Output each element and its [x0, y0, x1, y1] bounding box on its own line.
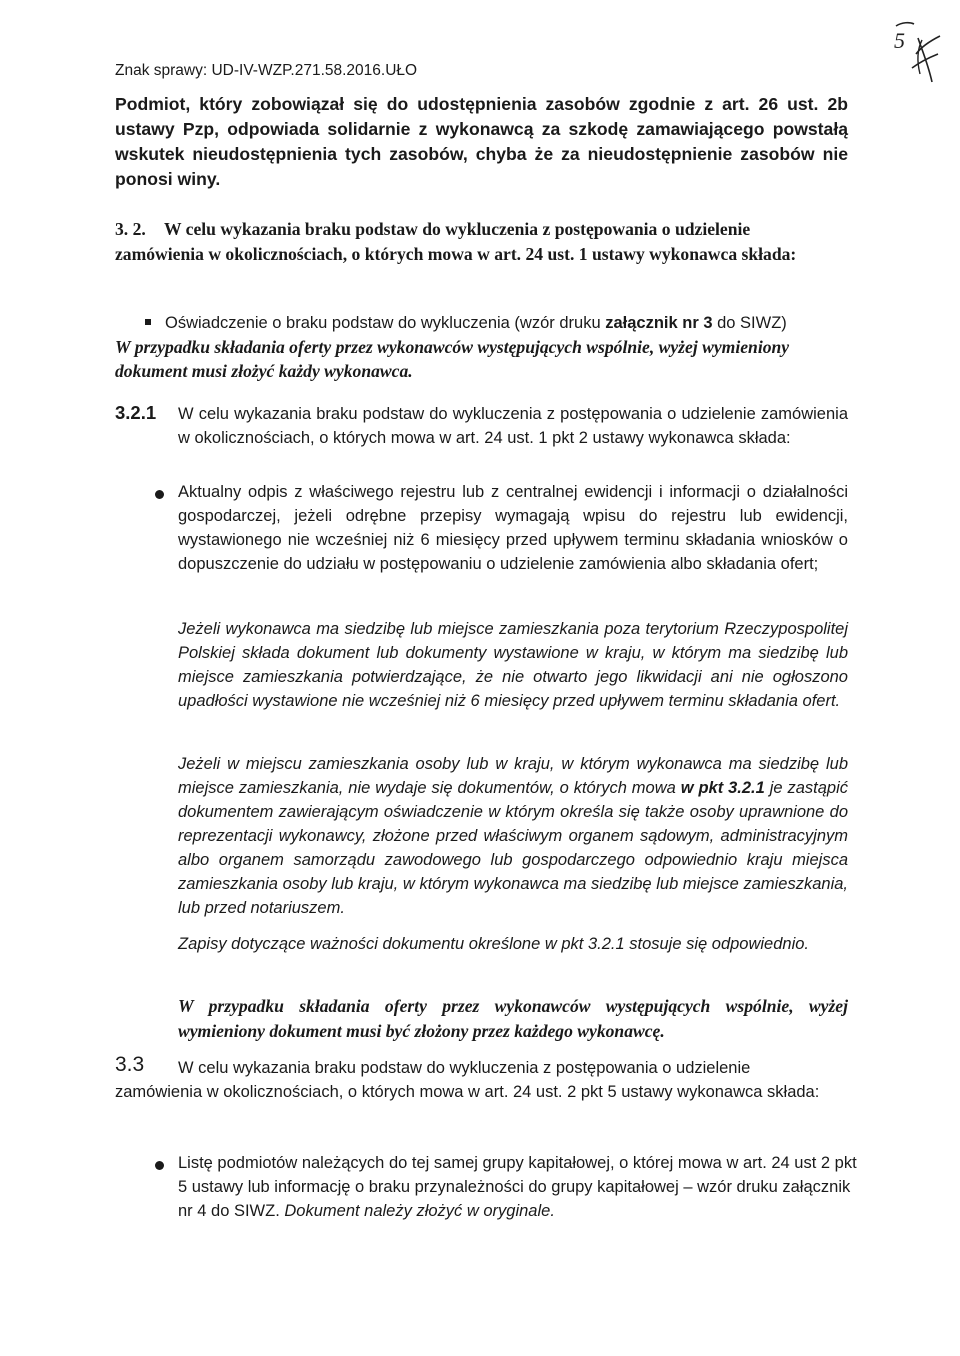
- foreign-residence-paragraph-2: [178, 752, 848, 920]
- bullet-text-end: do SIWZ): [712, 314, 787, 332]
- round-bullet-icon: [155, 490, 164, 499]
- square-bullet-icon: [145, 319, 151, 325]
- handwritten-initials-mark: [888, 18, 944, 90]
- validity-note: Zapisy dotyczące ważności dokumentu określone w pkt 3.2.1 stosuje się odpowiednio.: [178, 935, 810, 953]
- section-3-3-rest: zamówienia w okolicznościach, o których mowa w art. 24 ust. 2 pkt 5 ustawy wykonawca składa:: [115, 1083, 820, 1101]
- attachment-ref: załącznik nr 3: [605, 314, 713, 332]
- section-3-2-1-text: W celu wykazania braku podstaw do wykluczenia z postępowania o udzielenie zamówienia w okolicznościach, o których mowa w art. 24 ust. 1 pkt 2 ustawy wykonawca składa:: [178, 405, 848, 447]
- round-bullet-icon: [155, 1161, 164, 1170]
- resource-liability-paragraph: Podmiot, który zobowiązał się do udostępnienia zasobów zgodnie z art. 26 ust. 2b ustawy Pzp, odpowiada solidarnie z wykonawcą za szkodę zamawiającego powstałą wskutek nieudostępnienia tych zasobów, chyba że za nieudostępnienie zasobów nie ponosi winy.: [115, 94, 848, 189]
- point-ref: w pkt 3.2.1: [680, 779, 765, 797]
- section-heading-line-1: W celu wykazania braku podstaw do wykluczenia z postępowania o udzielenie: [164, 219, 751, 239]
- bullet-text-start: Oświadczenie o braku podstaw do wykluczenia (wzór druku: [165, 314, 606, 332]
- section-number: 3. 2.: [115, 219, 146, 239]
- section-3-2-heading: [164, 217, 848, 242]
- foreign-residence-paragraph-1: Jeżeli wykonawca ma siedzibę lub miejsce zamieszkania poza terytorium Rzeczypospolitej Polskiej składa dokument lub dokumenty wystawione w kraju, w którym ma siedzibę lub miejsce zamieszkania potwierdzające, że nie otwarto jego likwidacji ani nie ogłoszono upadłości wystawione nie wcześniej niż 6 miesięcy przed upływem terminu składania ofert.: [178, 620, 848, 710]
- bullet-text: Listę podmiotów należących do tej samej grupy kapitałowej, o której mowa w art. 24 ust 2 pkt 5 ustawy lub informację o braku przynależności do grupy kapitałowej – wzór druku załącznik nr 4 do SIWZ.: [178, 1154, 857, 1220]
- section-3-3-bullet: [178, 1151, 868, 1223]
- case-reference: Znak sprawy: UD-IV-WZP.271.58.2016.UŁO: [115, 62, 418, 79]
- paragraph-text-end: je zastąpić dokumentem zawierającym oświadczenie w którym określa się także osoby uprawnione do reprezentacji wykonawcy, złożone przed właściwym organem sądowym, administracyjnym albo organem samorządu zawodowego lub gospodarczego odpowiednio kraju miejsca zamieszkania osoby lub kraju, w którym wykonawca ma siedzibę lub miejsce zamieszkania, lub przed notariuszem.: [178, 779, 848, 917]
- section-3-2-1-joint-note: W przypadku składania oferty przez wykonawców występujących wspólnie, wyżej wymieniony dokument musi być złożony przez każdego wykonawcę.: [178, 996, 848, 1041]
- original-document-note: Dokument należy złożyć w oryginale.: [284, 1202, 555, 1220]
- section-3-3-first-line: W celu wykazania braku podstaw do wykluczenia z postępowania o udzielenie: [178, 1059, 751, 1077]
- section-3-2-bullet: [145, 311, 865, 335]
- section-3-2-1-number: 3.2.1: [115, 402, 157, 423]
- section-3-2-1-bullet: Aktualny odpis z właściwego rejestru lub z centralnej ewidencji i informacji o działalności gospodarczej, jeżeli odrębne przepisy wymagają wpisu do rejestru lub ewidencji, wystawionego nie wcześniej niż 6 miesięcy przed upływem terminu składania wniosków o dopuszczenie do udziału w postępowaniu o udzielenie zamówienia albo składania ofert;: [178, 483, 848, 573]
- section-3-2-joint-note: W przypadku składania oferty przez wykonawców występujących wspólnie, wyżej wymieniony dokument musi złożyć każdy wykonawca.: [115, 337, 790, 381]
- handwritten-number: 5: [894, 28, 905, 53]
- paragraph-text-start: Jeżeli w miejscu zamieszkania osoby lub w kraju, w którym wykonawca ma siedzibę lub miejsce zamieszkania, nie wydaje się dokumentów, o których mowa: [178, 755, 848, 797]
- section-3-2-heading-rest: zamówienia w okolicznościach, o których mowa w art. 24 ust. 1 ustawy wykonawca składa:: [115, 244, 797, 264]
- section-3-3-number: 3.3: [115, 1053, 145, 1076]
